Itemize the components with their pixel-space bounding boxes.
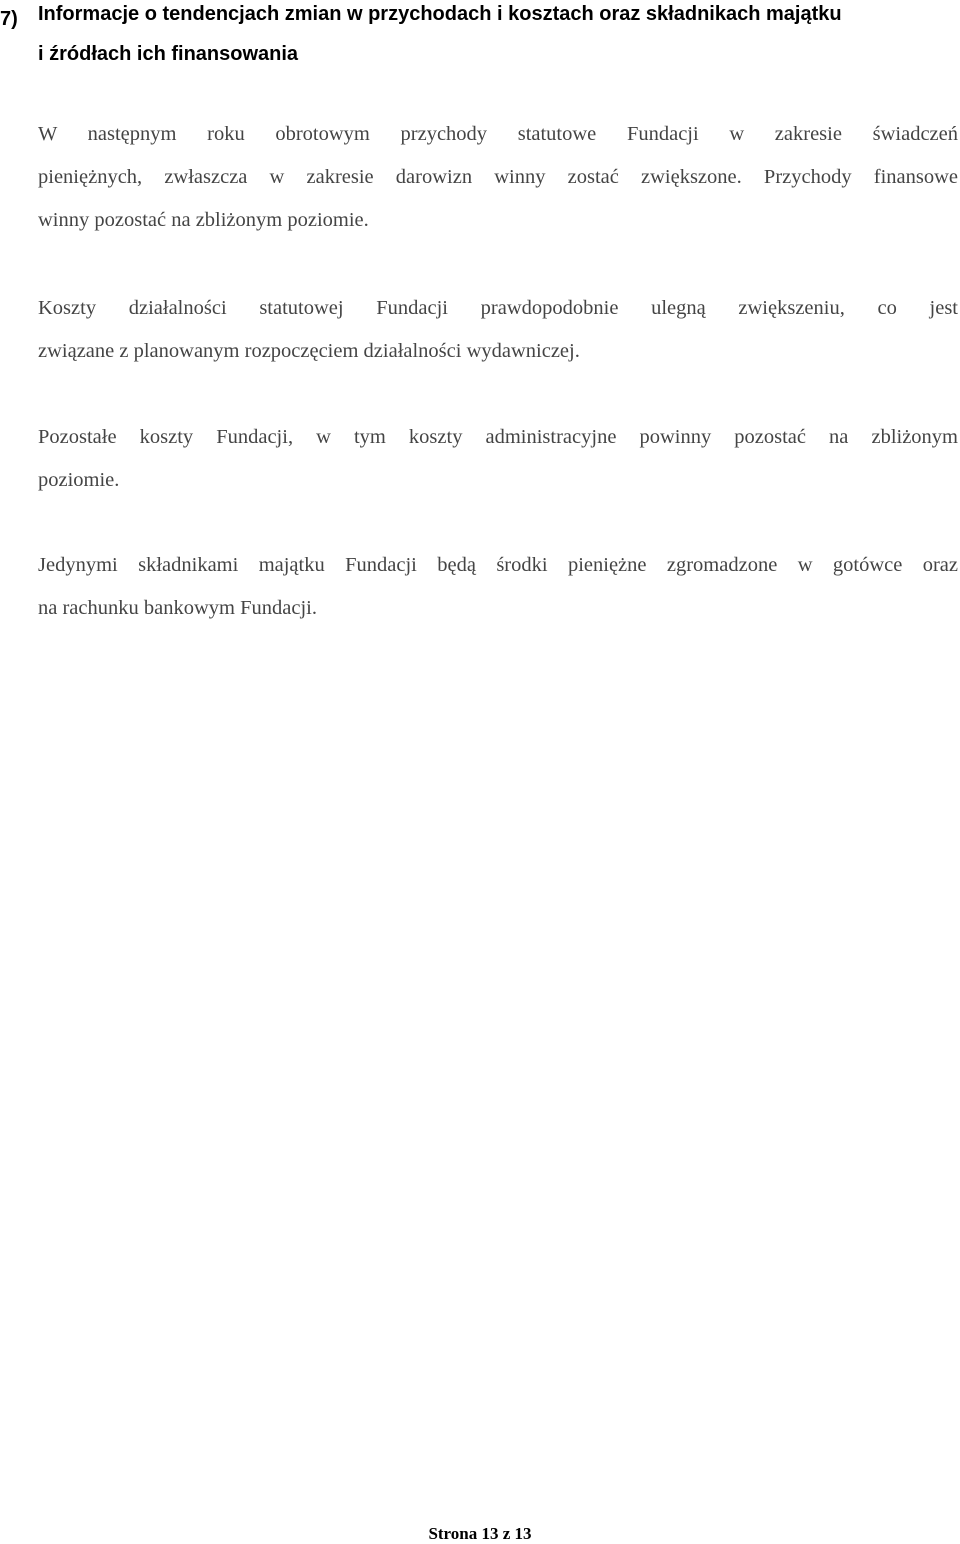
paragraph-other-costs	[38, 416, 958, 502]
paragraph-line: pieniężnych, zwłaszcza w zakresie darowizn winny zostać zwiększone. Przychody finansowe	[38, 166, 958, 188]
paragraph-line: związane z planowanym rozpoczęciem działalności wydawniczej.	[38, 340, 580, 362]
paragraph-assets	[38, 544, 958, 630]
paragraph-line: na rachunku bankowym Fundacji.	[38, 597, 317, 619]
section-title-line: i źródłach ich finansowania	[38, 43, 299, 65]
paragraph-line: Koszty działalności statutowej Fundacji prawdopodobnie ulegną zwiększeniu, co jest	[38, 297, 958, 319]
paragraph-statutory-costs	[38, 287, 958, 373]
page-footer	[0, 1524, 960, 1544]
paragraph-line: poziomie.	[38, 469, 120, 491]
paragraph-revenue	[38, 113, 958, 242]
section-number: 7)	[0, 8, 18, 30]
paragraph-line: Pozostałe koszty Fundacji, w tym koszty administracyjne powinny pozostać na zbliżonym	[38, 426, 958, 448]
section-title	[38, 0, 960, 74]
paragraph-line: Jedynymi składnikami majątku Fundacji będą środki pieniężne zgromadzone w gotówce oraz	[38, 554, 958, 576]
paragraph-line: W następnym roku obrotowym przychody statutowe Fundacji w zakresie świadczeń	[38, 123, 958, 145]
paragraph-line: winny pozostać na zbliżonym poziomie.	[38, 209, 369, 231]
page-number-label: Strona 13 z 13	[428, 1524, 532, 1543]
section-title-line: Informacje o tendencjach zmian w przychodach i kosztach oraz składnikach majątku	[38, 3, 842, 25]
